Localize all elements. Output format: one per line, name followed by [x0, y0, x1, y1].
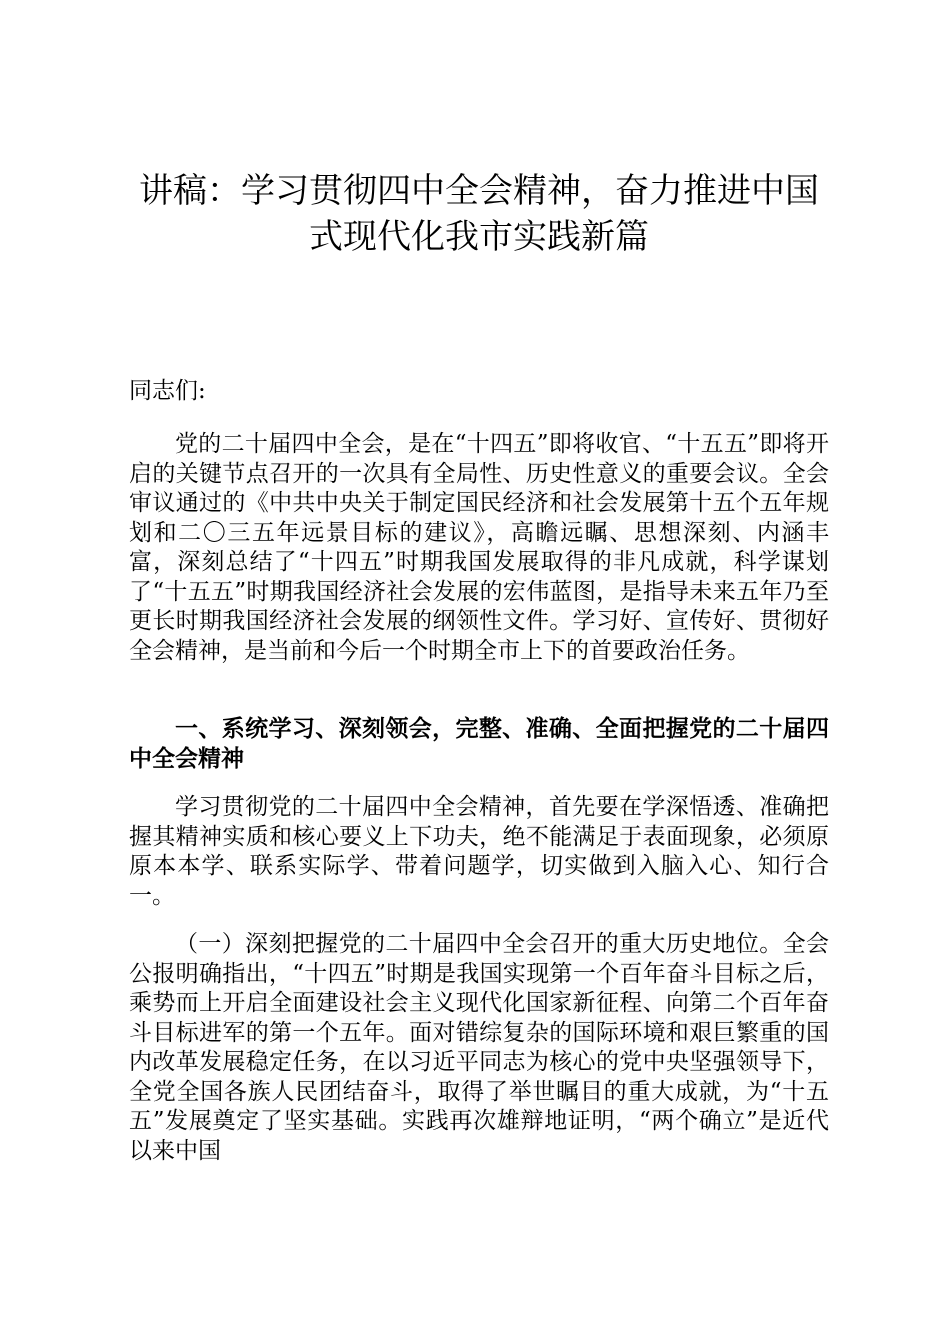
section-heading-1: 一、系统学习、深刻领会，完整、准确、全面把握党的二十届四中全会精神: [129, 715, 829, 772]
document-title: 讲稿：学习贯彻四中全会精神，奋力推进中国式现代化我市实践新篇: [139, 171, 819, 257]
paragraph-subsection-1: （一）深刻把握党的二十届四中全会召开的重大历史地位。全会公报明确指出，“十四五”时期是我国实现第一个百年奋斗目标之后，乘势而上开启全面建设社会主义现代化国家新征程、向第二个百年奋斗目标进军的第一个五年。面对错综复杂的国际环境和艰巨繁重的国内改革发展稳定任务，在以习近平同志为核心的党中央坚强领导下，全党全国各族人民团结奋斗，取得了举世瞩目的重大成就，为“十五五”发展奠定了坚实基础。实践再次雄辩地证明，“两个确立”是近代以来中国: [129, 931, 829, 1164]
paragraph-section-1: 学习贯彻党的二十届四中全会精神，首先要在学深悟透、准确把握其精神实质和核心要义上下功夫，绝不能满足于表面现象，必须原原本本学、联系实际学、带着问题学，切实做到入脑入心、知行合一。: [129, 794, 829, 909]
paragraph-intro: 党的二十届四中全会，是在“十四五”即将收官、“十五五”即将开启的关键节点召开的一次具有全局性、历史性意义的重要会议。全会审议通过的《中共中央关于制定国民经济和社会发展第十五个五年规划和二〇三五年远景目标的建议》，高瞻远瞩、思想深刻、内涵丰富，深刻总结了“十四五”时期我国发展取得的非凡成就，科学谋划了“十五五”时期我国经济社会发展的宏伟蓝图，是指导未来五年乃至更长时期我国经济社会发展的纲领性文件。学习好、宣传好、贯彻好全会精神，是当前和今后一个时期全市上下的首要政治任务。: [129, 431, 829, 664]
salutation: 同志们:: [129, 378, 206, 404]
